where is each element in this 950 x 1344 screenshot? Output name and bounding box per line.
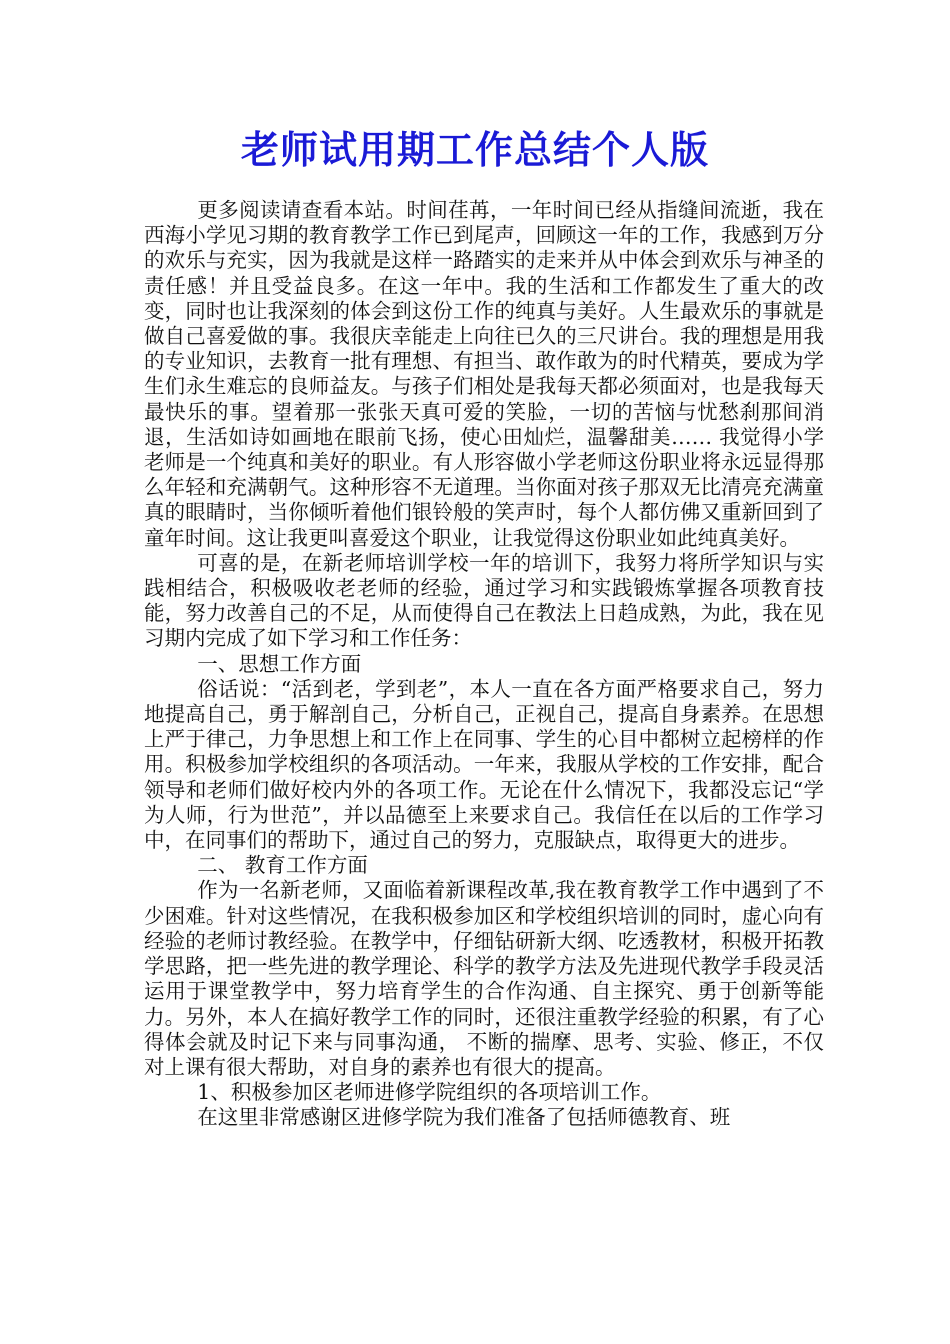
paragraph-training: 可喜的是，在新老师培训学校一年的培训下，我努力将所学知识与实践相结合，积极吸收老老师的经验，通过学习和实践锻炼掌握各项教育技能，努力改善自己的不足，从而使得自己在教法上日趋成熟，为此，我在见习期内完成了如下学习和工作任务：: [144, 550, 824, 651]
paragraph-thanks: 在这里非常感谢区进修学院为我们准备了包括师德教育、班: [197, 1105, 731, 1130]
document-title: 老师试用期工作总结个人版: [240, 128, 709, 172]
paragraph-ideology: 俗话说：“活到老，学到老”，本人一直在各方面严格要求自己，努力地提高自己，勇于解剖自己，分析自己，正视自己，提高自身素养。在思想上严于律己，力争思想上和工作上在同事、学生的心目中都树立起榜样的作用。积极参加学校组织的各项活动。一年来，我服从学校的工作安排，配合领导和老师们做好校内外的各项工作。无论在什么情况下，我都没忘记“学为人师，行为世范”，并以品德至上来要求自己。我信任在以后的工作学习中，在同事们的帮助下，通过自己的努力，克服缺点，取得更大的进步。: [144, 676, 824, 853]
subheading-district-training: 1、积极参加区老师进修学院组织的各项培训工作。: [197, 1080, 662, 1105]
document-body: [144, 198, 824, 1131]
paragraph-intro: 更多阅读请查看本站。时间荏苒，一年时间已经从指缝间流逝，我在西海小学见习期的教育教学工作已到尾声，回顾这一年的工作，我感到万分的欢乐与充实，因为我就是这样一路踏实的走来并从中体会到欢乐与神圣的责任感！并且受益良多。在这一年中。我的生活和工作都发生了重大的改变，同时也让我深刻的体会到这份工作的纯真与美好。人生最欢乐的事就是做自己喜爱做的事。我很庆幸能走上向往已久的三尺讲台。我的理想是用我的专业知识，去教育一批有理想、有担当、敢作敢为的时代精英，要成为学生们永生难忘的良师益友。与孩子们相处是我每天都必须面对，也是我每天最快乐的事。望着那一张张天真可爱的笑脸，一切的苦恼与忧愁刹那间消退，生活如诗如画地在眼前飞扬，使心田灿烂，温馨甜美…… 我觉得小学老师是一个纯真和美好的职业。有人形容做小学老师这份职业将永远显得那么年轻和充满朝气。这种形容不无道理。当你面对孩子那双无比清亮充满童真的眼睛时，当你倾听着他们银铃般的笑声时，每个人都仿佛又重新回到了童年时间。这让我更叫喜爱这个职业，让我觉得这份职业如此纯真美好。: [144, 198, 824, 550]
paragraph-teaching: 作为一名新老师，又面临着新课程改革,我在教育教学工作中遇到了不少困难。针对这些情况，在我积极参加区和学校组织培训的同时，虚心向有经验的老师讨教经验。在教学中，仔细钻研新大纲、吃透教材，积极开拓教学思路，把一些先进的教学理论、科学的教学方法及先进现代教学手段灵活运用于课堂教学中，努力培育学生的合作沟通、自主探究、勇于创新等能力。另外，本人在搞好教学工作的同时，还很注重教学经验的积累，有了心得体会就及时记下来与同事沟通， 不断的揣摩、思考、实验、修正，不仅对上课有很大帮助，对自身的素养也有很大的提高。: [144, 878, 824, 1079]
section-heading-teaching: 二、 教育工作方面: [197, 853, 368, 878]
section-heading-ideology: 一、思想工作方面: [197, 651, 362, 676]
